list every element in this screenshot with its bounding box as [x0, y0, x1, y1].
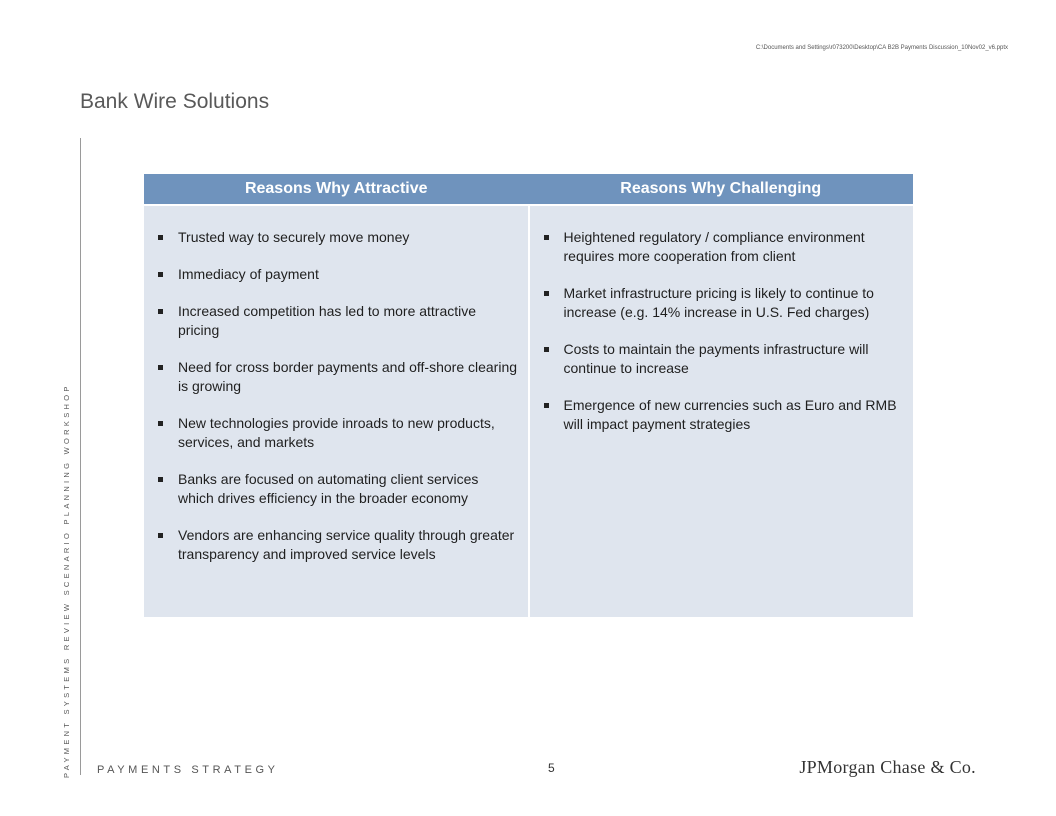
square-bullet-icon — [544, 291, 549, 296]
challenging-list — [544, 228, 904, 434]
vertical-workshop-label: PAYMENT SYSTEMS REVIEW SCENARIO PLANNING WORKSHOP — [62, 383, 71, 778]
list-item-text: Increased competition has led to more attractive pricing — [178, 303, 477, 338]
attractive-column — [144, 206, 528, 617]
list-item — [544, 228, 904, 266]
challenging-column — [530, 206, 914, 617]
list-item — [158, 526, 518, 564]
square-bullet-icon — [158, 309, 163, 314]
list-item — [158, 228, 518, 247]
list-item-text: Costs to maintain the payments infrastructure will continue to increase — [563, 341, 869, 376]
header-attractive: Reasons Why Attractive — [244, 180, 428, 197]
list-item — [158, 470, 518, 508]
list-item — [544, 340, 904, 378]
list-item — [544, 284, 904, 322]
file-path-label: C:\Documents and Settings\r073200\Desktop\CA B2B Payments Discussion_10Nov02_v6.pptx — [755, 45, 1008, 51]
page-number: 5 — [548, 761, 555, 775]
square-bullet-icon — [544, 235, 549, 240]
page-title: Bank Wire Solutions — [80, 90, 270, 113]
vertical-divider — [80, 138, 81, 775]
table-header-row — [144, 174, 913, 204]
square-bullet-icon — [158, 477, 163, 482]
attractive-list — [158, 228, 518, 564]
list-item-text: Need for cross border payments and off-shore clearing is growing — [178, 359, 518, 394]
list-item-text: New technologies provide inroads to new products, services, and markets — [178, 415, 495, 450]
square-bullet-icon — [158, 365, 163, 370]
list-item-text: Vendors are enhancing service quality through greater transparency and improved service levels — [178, 527, 515, 562]
footer-section-label: PAYMENTS STRATEGY — [97, 764, 279, 776]
list-item-text: Immediacy of payment — [178, 266, 319, 282]
header-challenging: Reasons Why Challenging — [620, 180, 822, 197]
reasons-table — [144, 174, 913, 617]
square-bullet-icon — [158, 272, 163, 277]
list-item-text: Market infrastructure pricing is likely to continue to increase (e.g. 14% increase in U.S. Fed charges) — [563, 285, 874, 320]
square-bullet-icon — [544, 347, 549, 352]
square-bullet-icon — [544, 403, 549, 408]
list-item — [544, 396, 904, 434]
list-item — [158, 302, 518, 340]
list-item — [158, 414, 518, 452]
list-item — [158, 358, 518, 396]
table-body — [144, 206, 913, 617]
list-item-text: Banks are focused on automating client services which drives efficiency in the broader economy — [178, 471, 479, 506]
jpmorgan-chase-logo: JPMorgan Chase & Co. — [799, 757, 976, 777]
square-bullet-icon — [158, 235, 163, 240]
list-item — [158, 265, 518, 284]
square-bullet-icon — [158, 421, 163, 426]
list-item-text: Trusted way to securely move money — [178, 229, 410, 245]
list-item-text: Emergence of new currencies such as Euro and RMB will impact payment strategies — [563, 397, 897, 432]
list-item-text: Heightened regulatory / compliance environment requires more cooperation from client — [563, 229, 865, 264]
square-bullet-icon — [158, 533, 163, 538]
